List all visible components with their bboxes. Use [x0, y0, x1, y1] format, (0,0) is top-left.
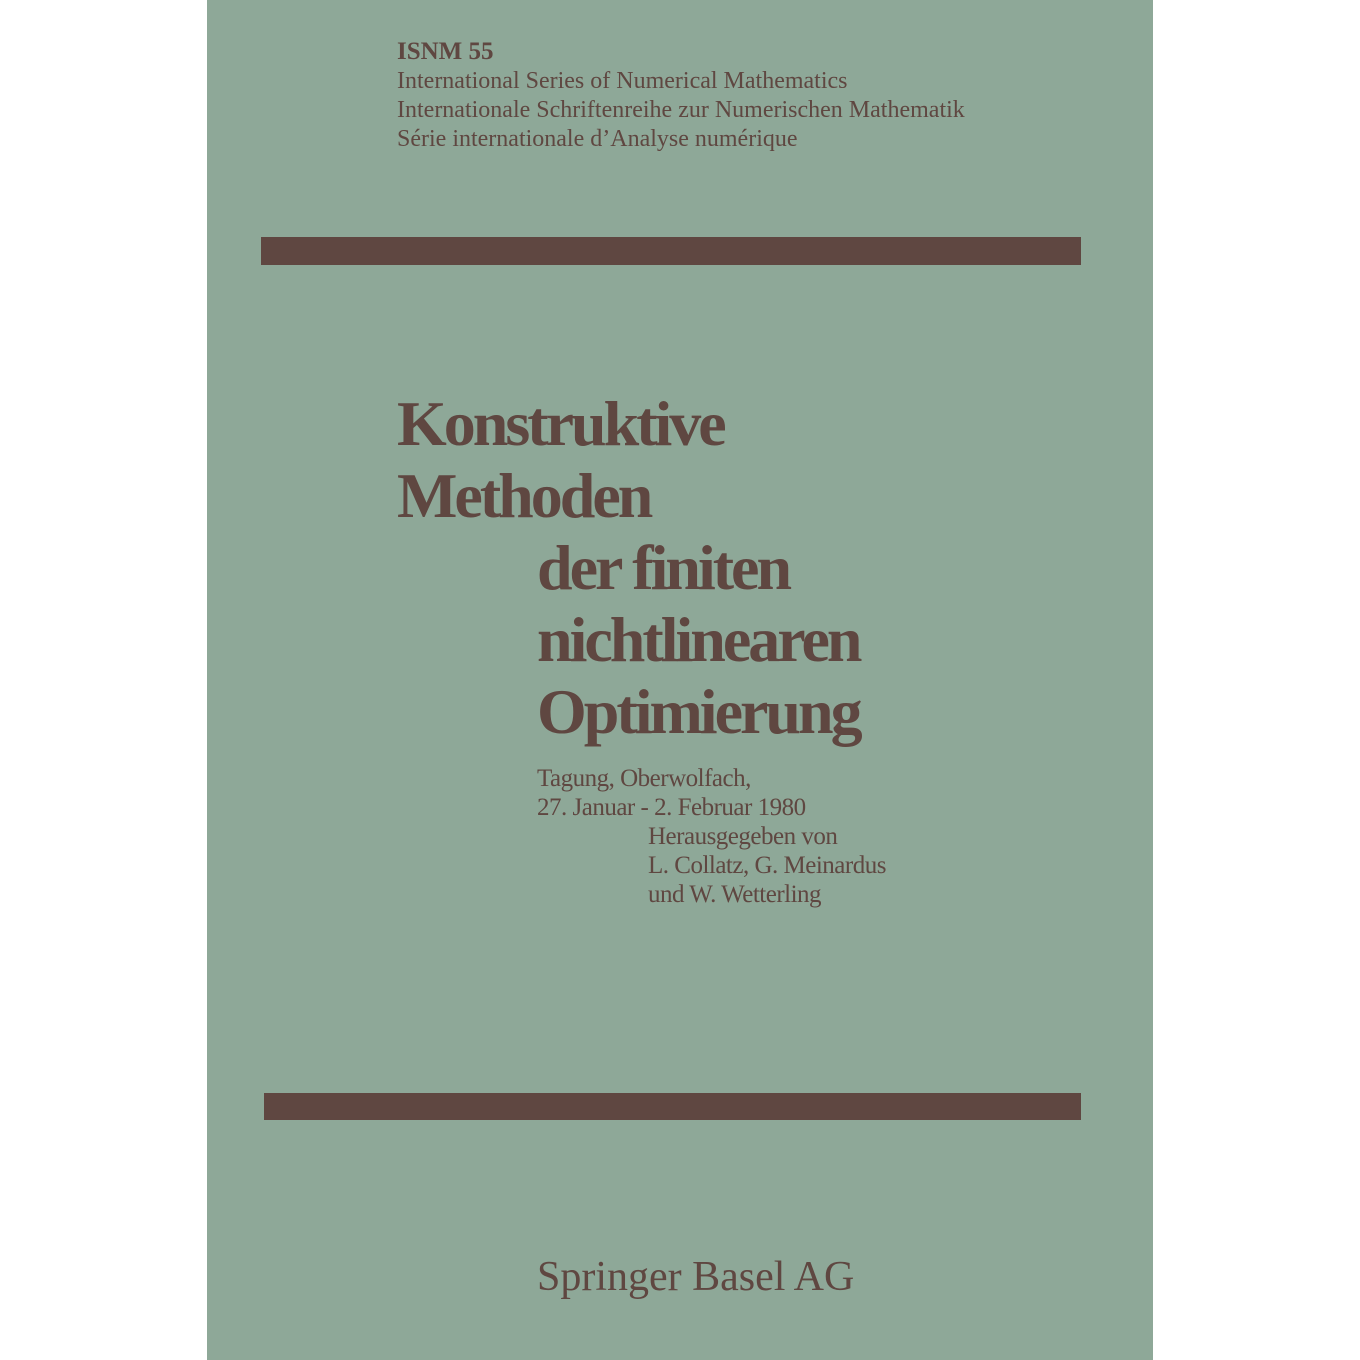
editors-names: L. Collatz, G. Meinardus — [648, 852, 886, 879]
conference-info: Tagung, Oberwolfach, — [537, 765, 751, 792]
publisher-name: Springer Basel AG — [537, 1254, 855, 1300]
top-divider-bar — [261, 237, 1081, 265]
series-name-german: Internationale Schriftenreihe zur Numerischen Mathematik — [397, 97, 965, 123]
title-line: Konstruktive — [397, 388, 724, 459]
editors-names-continued: und W. Wetterling — [648, 881, 822, 908]
book-cover — [207, 0, 1153, 1360]
title-line: Optimierung — [537, 676, 860, 747]
series-number: ISNM 55 — [397, 38, 494, 65]
title-line: Methoden — [397, 460, 651, 531]
bottom-divider-bar — [264, 1093, 1081, 1120]
editors-label: Herausgegeben von — [648, 823, 838, 850]
series-name-french: Série internationale d’Analyse numérique — [397, 126, 798, 152]
title-line: nichtlinearen — [537, 604, 860, 675]
series-name-english: International Series of Numerical Mathematics — [397, 68, 848, 94]
title-line: der finiten — [537, 532, 790, 603]
series-info — [397, 36, 1117, 154]
conference-dates: 27. Januar - 2. Februar 1980 — [537, 794, 806, 821]
